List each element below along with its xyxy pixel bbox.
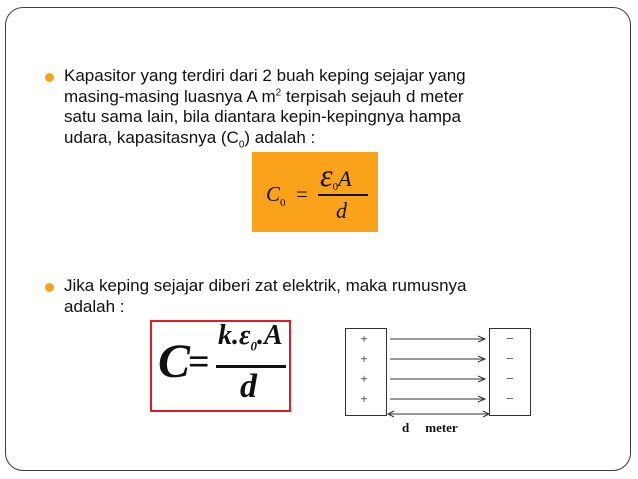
minus-sign: − — [506, 331, 514, 346]
formula-denominator: d — [336, 198, 347, 223]
formula-numerator: $\varepsilon_0A$ — [320, 157, 352, 194]
formula-numerator: $k.\varepsilon_0.A$ — [218, 320, 283, 354]
negative-plate — [489, 328, 531, 416]
formula-dielectric-capacitance — [150, 320, 291, 412]
positive-plate — [345, 328, 387, 416]
bullet-line: Kapasitor yang terdiri dari 2 buah keping sejajar yang — [64, 66, 466, 85]
formula-vacuum-capacitance — [252, 152, 378, 232]
bullet-line: adalah : — [64, 296, 125, 316]
formula-denominator: d — [240, 368, 257, 405]
plus-sign: + — [360, 351, 368, 366]
plus-sign: + — [360, 371, 368, 386]
minus-sign: − — [506, 371, 514, 386]
bullet-line: masing-masing luasnya A $m^2$ terpisah sejauh d meter — [64, 86, 464, 106]
bullet-capacitor-definition — [64, 66, 604, 148]
distance-label: d meter — [402, 420, 458, 435]
bullet-line: satu sama lain, bila diantara kepin-kepingnya hampa — [64, 107, 461, 126]
plus-sign: + — [360, 331, 368, 346]
formula-lhs: $C_0$ — [266, 182, 286, 210]
formula-equals: = — [188, 341, 210, 383]
minus-sign: − — [506, 351, 514, 366]
bullet-line: udara, kapasitasnya $(C_0)$ adalah : — [64, 127, 316, 150]
formula-lhs: C — [158, 335, 191, 388]
bullet-line: Jika keping sejajar diberi zat elektrik, maka rumusnya — [64, 276, 467, 295]
plus-sign: + — [360, 391, 368, 406]
formula-equals: = — [296, 182, 308, 206]
minus-sign: − — [506, 391, 514, 406]
bullet-dot — [45, 283, 54, 292]
bullet-dot — [45, 73, 54, 82]
bullet-dielectric — [64, 276, 604, 317]
fraction-bar — [318, 194, 368, 196]
